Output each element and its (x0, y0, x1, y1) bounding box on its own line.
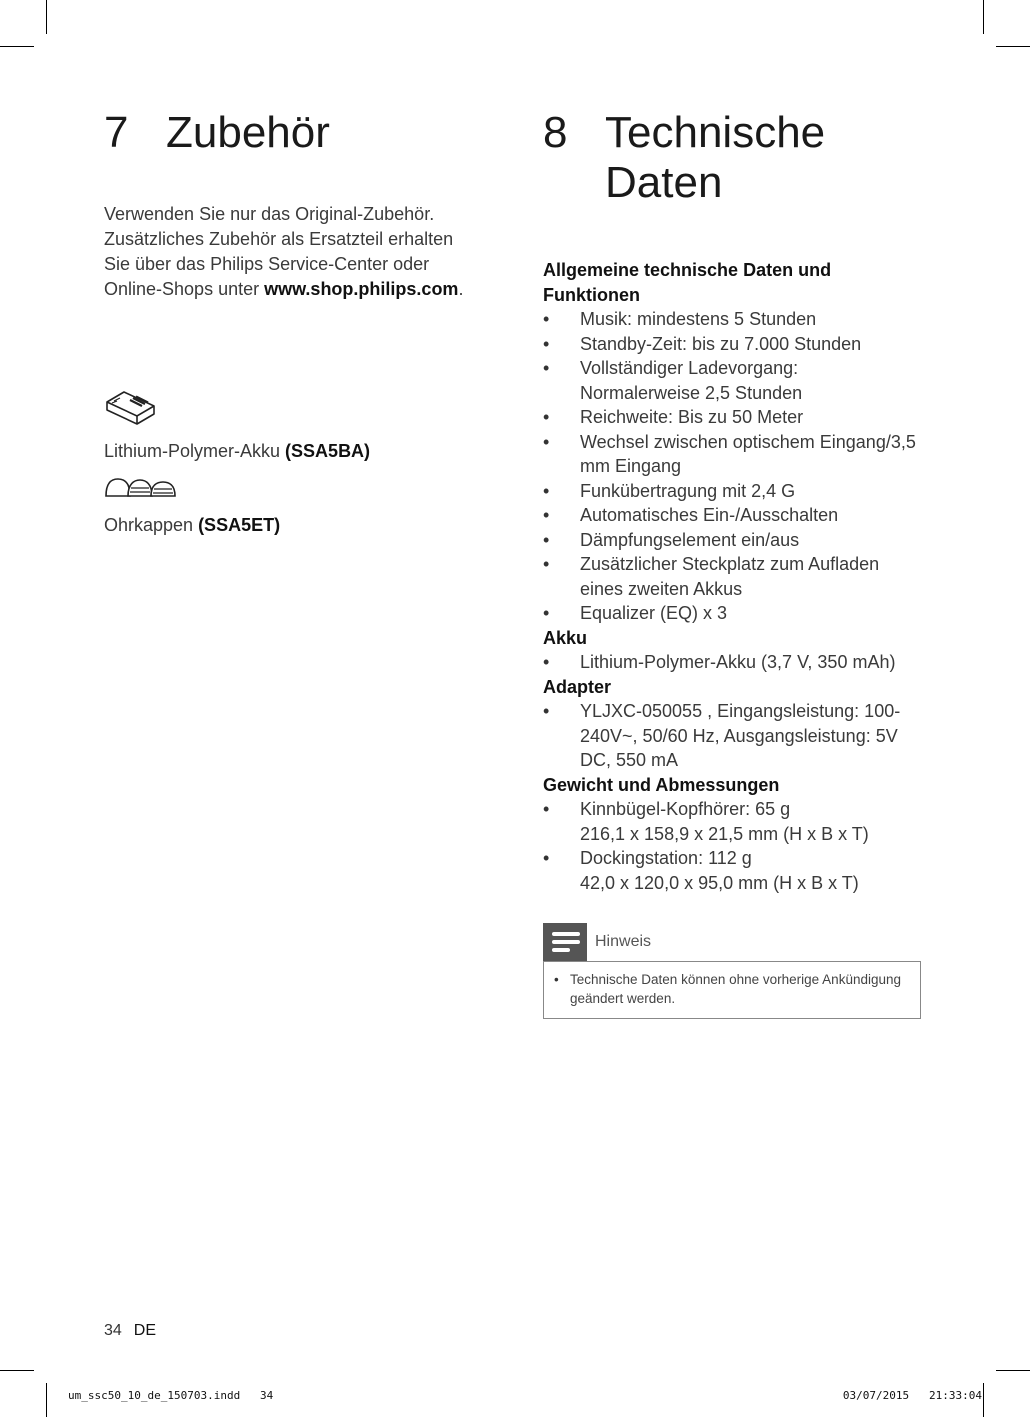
spec-list (543, 699, 923, 773)
accessories-section (104, 108, 484, 556)
item-text: Kinnbügel-Kopfhörer: 65 g (580, 799, 791, 819)
list-item: • Standby-Zeit: bis zu 7.000 Stunden (543, 332, 923, 357)
list-item: • Equalizer (EQ) x 3 (543, 601, 923, 626)
spec-list (543, 650, 923, 675)
chapter-number: 7 (104, 108, 129, 157)
page-footer (104, 1322, 156, 1340)
section-heading: Allgemeine technische Daten und Funktionen (543, 260, 832, 305)
accessory-code: (SSA5ET) (198, 515, 281, 535)
note-title: Hinweis (595, 933, 652, 950)
note-text: • Technische Daten können ohne vorherige Ankündigung geändert werden. (543, 961, 921, 1019)
chapter-number: 8 (543, 108, 568, 157)
battery-icon (104, 388, 484, 433)
intro-text: Verwenden Sie nur das Original-Zubehör. Zusätzliches Zubehör als Ersatzteil erhalten Sie über das Philips Service-Center oder Online-Shops unter (104, 204, 454, 299)
spec-list (543, 797, 923, 895)
section-heading: Adapter (543, 676, 612, 697)
section-heading: Akku (543, 627, 588, 648)
accessory-label: Ohrkappen (104, 515, 199, 535)
item-dimensions: 42,0 x 120,0 x 95,0 mm (H x B x T) (580, 872, 859, 893)
intro-end: . (458, 279, 464, 299)
list-item: • Funkübertragung mit 2,4 G (543, 479, 923, 504)
accessory-label: Lithium-Polymer-Akku (104, 441, 286, 461)
crop-mark (0, 46, 34, 47)
crop-mark (996, 46, 1030, 47)
crop-mark (46, 1383, 47, 1417)
chapter-heading (104, 108, 484, 158)
chapter-heading (543, 108, 923, 208)
chapter-title: Zubehör (166, 108, 330, 157)
list-item: • Dämpfungselement ein/aus (543, 528, 923, 553)
list-item (543, 797, 923, 846)
note-box (543, 923, 921, 1019)
accessory-code: (SSA5BA) (285, 441, 371, 461)
crop-mark (46, 0, 47, 34)
list-item: • Lithium-Polymer-Akku (3,7 V, 350 mAh) (543, 650, 923, 675)
crop-mark (983, 0, 984, 34)
item-text: Dockingstation: 112 g (580, 848, 752, 868)
list-item: • Zusätzlicher Steckplatz zum Aufladen eines zweiten Akkus (543, 552, 923, 601)
earcaps-icon (104, 476, 484, 505)
crop-mark (996, 1370, 1030, 1371)
note-icon (543, 923, 587, 961)
shop-link[interactable]: www.shop.philips.com (264, 279, 459, 299)
spec-list (543, 307, 923, 626)
language-code: DE (133, 1322, 157, 1339)
page-number: 34 (104, 1322, 122, 1339)
note-header (543, 923, 921, 961)
chapter-title-line-2: Daten (605, 158, 723, 207)
crop-mark (0, 1370, 34, 1371)
list-item (543, 846, 923, 895)
chapter-title-line-1: Technische (605, 108, 826, 157)
print-slug-date: 03/07/2015 21:33:04 (842, 1389, 982, 1402)
list-item: • YLJXC-050055 , Eingangsleistung: 100-240V~, 50/60 Hz, Ausgangsleistung: 5V DC, 550 mA (543, 699, 923, 773)
crop-mark (983, 1383, 984, 1417)
list-item: • Wechsel zwischen optischem Eingang/3,5 mm Eingang (543, 430, 923, 479)
item-dimensions: 216,1 x 158,9 x 21,5 mm (H x B x T) (580, 823, 869, 844)
chapter-title (605, 108, 825, 208)
intro-paragraph (104, 202, 484, 302)
list-item: • Reichweite: Bis zu 50 Meter (543, 405, 923, 430)
print-slug-file: um_ssc50_10_de_150703.indd 34 (68, 1389, 274, 1402)
list-item: • Automatisches Ein-/Ausschalten (543, 503, 923, 528)
section-heading: Gewicht und Abmessungen (543, 774, 780, 795)
list-item: • Vollständiger Ladevorgang: Normalerweise 2,5 Stunden (543, 356, 923, 405)
list-item: • Musik: mindestens 5 Stunden (543, 307, 923, 332)
accessory-item (104, 513, 484, 538)
technical-data-section (543, 108, 923, 1019)
accessory-item (104, 439, 484, 464)
